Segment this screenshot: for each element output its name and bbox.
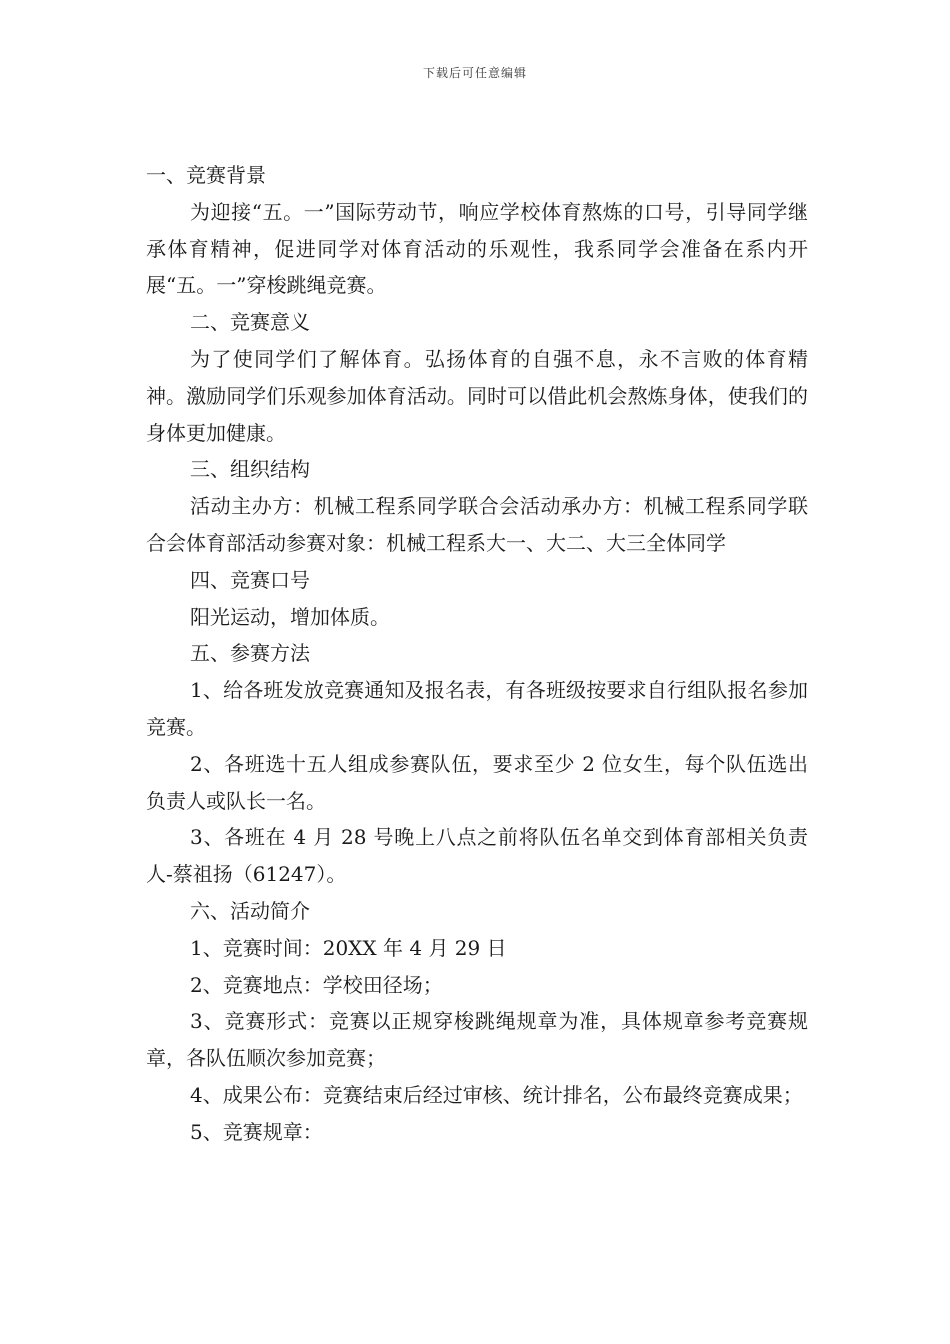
list-item-overview-2: 2、竞赛地点：学校田径场； xyxy=(190,972,443,997)
section-heading-slogan: 四、竞赛口号 xyxy=(190,567,310,592)
list-item-overview-3: 3、竞赛形式：竞赛以正规穿梭跳绳规章为准，具体规章参考竞赛规章，各队伍顺次参加竞赛； xyxy=(146,1009,808,1071)
paragraph-significance: 为了使同学们了解体育。弘扬体育的自强不息，永不言败的体育精神。激励同学们乐观参加体育活动。同时可以借此机会熬炼身体，使我们的身体更加健康。 xyxy=(146,346,808,445)
list-item-method-2: 2、各班选十五人组成参赛队伍，要求至少 2 位女生，每个队伍选出负责人或队长一名。 xyxy=(146,751,808,813)
list-item-overview-4: 4、成果公布：竞赛结束后经过审核、统计排名，公布最终竞赛成果； xyxy=(190,1082,803,1107)
paragraph-slogan: 阳光运动，增加体质。 xyxy=(190,604,390,629)
list-item-overview-5: 5、竞赛规章： xyxy=(190,1119,323,1144)
section-heading-significance: 二、竞赛意义 xyxy=(190,310,310,335)
section-heading-overview: 六、活动简介 xyxy=(190,898,310,923)
section-heading-organization: 三、组织结构 xyxy=(190,457,310,482)
section-heading-method: 五、参赛方法 xyxy=(190,641,310,666)
page-header: 下载后可任意编辑 xyxy=(422,66,527,80)
section-heading-background: 一、竞赛背景 xyxy=(146,163,266,187)
list-item-method-3: 3、各班在 4 月 28 号晚上八点之前将队伍名单交到体育部相关负责人-蔡祖扬（61247）。 xyxy=(146,825,808,887)
paragraph-background: 为迎接“五。一”国际劳动节，响应学校体育熬炼的口号，引导同学继承体育精神，促进同学对体育活动的乐观性，我系同学会准备在系内开展“五。一”穿梭跳绳竞赛。 xyxy=(146,199,808,298)
paragraph-organization: 活动主办方：机械工程系同学联合会活动承办方：机械工程系同学联合会体育部活动参赛对象：机械工程系大一、大二、大三全体同学 xyxy=(146,494,808,555)
list-item-method-1: 1、给各班发放竞赛通知及报名表，有各班级按要求自行组队报名参加竞赛。 xyxy=(146,678,808,739)
document-body xyxy=(146,157,808,1151)
list-item-overview-1: 1、竞赛时间：20XX 年 4 月 29 日 xyxy=(190,935,507,960)
